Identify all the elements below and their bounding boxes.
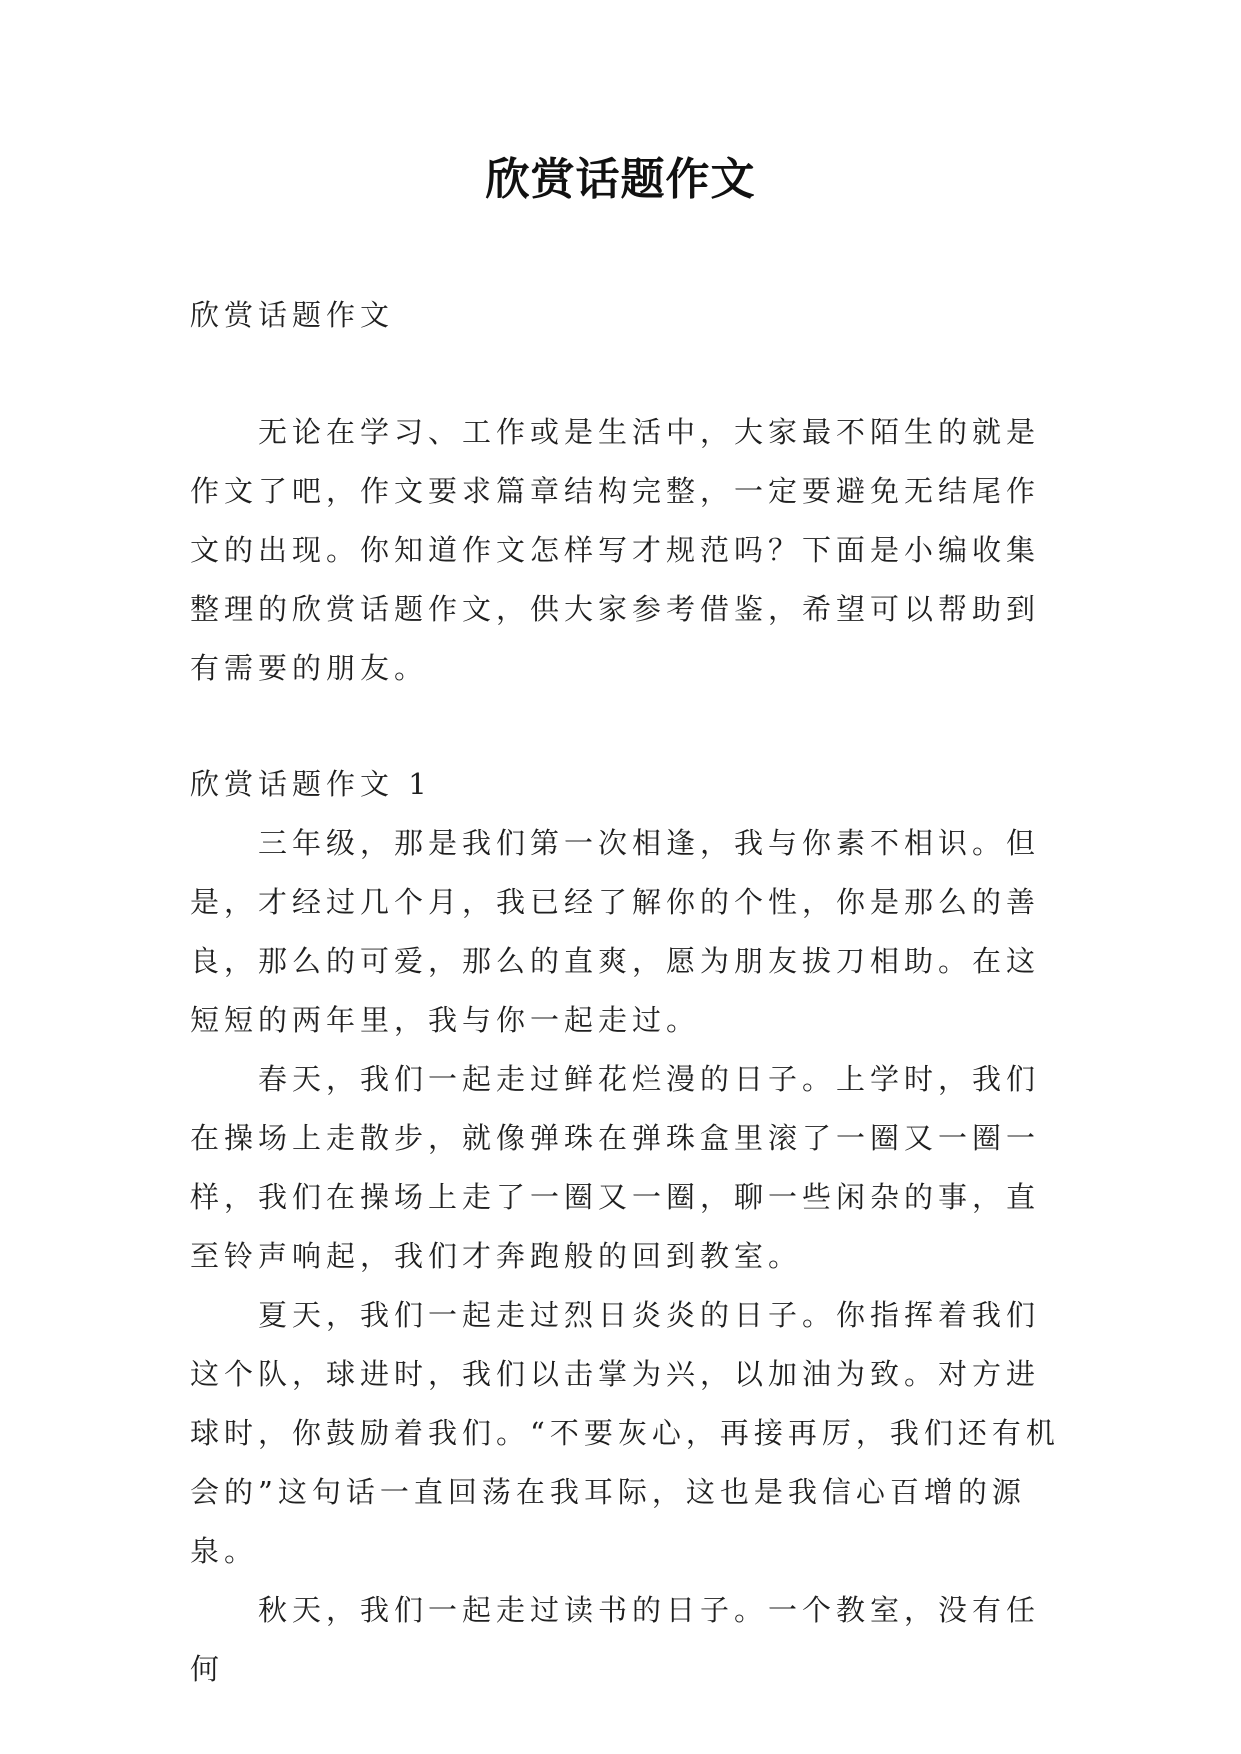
essay-paragraph: 秋天，我们一起走过读书的日子。一个教室，没有任何 — [190, 1593, 1041, 1686]
document-title: 欣赏话题作文 — [485, 154, 756, 205]
intro-paragraph — [190, 403, 1060, 698]
section-heading: 欣赏话题作文 1 — [190, 767, 432, 801]
document-subtitle: 欣赏话题作文 — [190, 298, 395, 332]
essay-paragraph: 夏天，我们一起走过烈日炎炎的日子。你指挥着我们这个队，球进时，我们以击掌为兴，以加油为致。对方进球时，你鼓励着我们。“不要灰心，再接再厉，我们还有机会的”这句话一直回荡在我耳际，这也是我信心百增的源泉。 — [190, 1298, 1060, 1568]
essay-paragraph: 三年级，那是我们第一次相逢，我与你素不相识。但是，才经过几个月，我已经了解你的个性，你是那么的善良，那么的可爱，那么的直爽，愿为朋友拔刀相助。在这短短的两年里，我与你一起走过。 — [190, 826, 1041, 1037]
essay-paragraph: 春天，我们一起走过鲜花烂漫的日子。上学时，我们在操场上走散步，就像弹珠在弹珠盒里滚了一圈又一圈一样，我们在操场上走了一圈又一圈，聊一些闲杂的事，直至铃声响起，我们才奔跑般的回到教室。 — [190, 1062, 1041, 1273]
essay-body — [190, 814, 1060, 1699]
intro-text: 无论在学习、工作或是生活中，大家最不陌生的就是作文了吧，作文要求篇章结构完整，一定要避免无结尾作文的出现。你知道作文怎样写才规范吗？下面是小编收集整理的欣赏话题作文，供大家参考借鉴，希望可以帮助到有需要的朋友。 — [190, 415, 1041, 685]
